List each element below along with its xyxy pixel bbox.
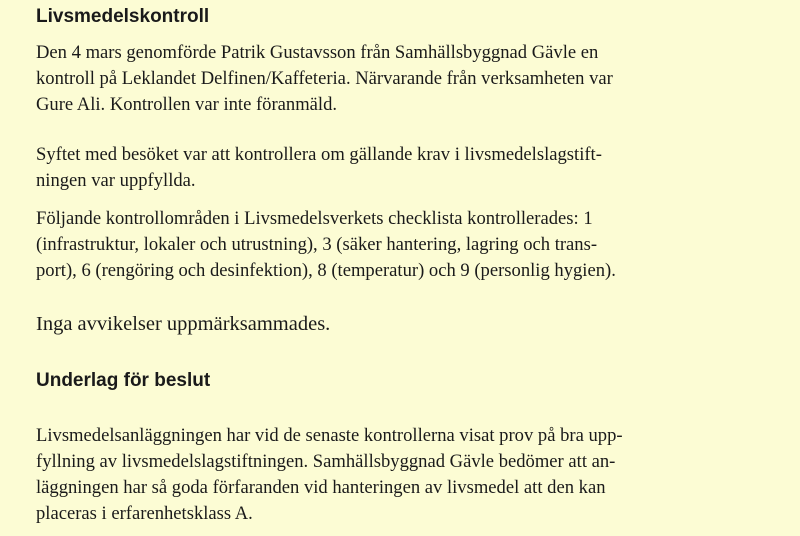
text-line: Den 4 mars genomförde Patrik Gustavsson från Samhällsbyggnad Gävle en: [36, 42, 599, 63]
text-line: kontroll på Leklandet Delfinen/Kaffeteria. Närvarande från verksamheten var: [36, 68, 613, 89]
text-line: Gure Ali. Kontrollen var inte föranmäld.: [36, 94, 338, 115]
paragraph-no-deviations: [36, 311, 330, 337]
text-line: Syftet med besöket var att kontrollera om gällande krav i livsmedelslagstift-: [36, 144, 602, 165]
text-line: (infrastruktur, lokaler och utrustning), 3 (säker hantering, lagring och trans-: [36, 234, 598, 255]
heading-underlag-for-beslut: Underlag för beslut: [36, 370, 211, 391]
paragraph-purpose: [36, 142, 602, 194]
text-line: ningen var uppfyllda.: [36, 170, 196, 191]
text-line: Livsmedelsanläggningen har vid de senaste kontrollerna visat prov på bra upp-: [36, 425, 623, 446]
text-line: placeras i erfarenhetsklass A.: [36, 503, 253, 524]
text-line: fyllning av livsmedelslagstiftningen. Samhällsbyggnad Gävle bedömer att an-: [36, 451, 616, 472]
text-line: Följande kontrollområden i Livsmedelsverkets checklista kontrollerades: 1: [36, 208, 593, 229]
paragraph-control-areas: [36, 206, 616, 284]
text-line: läggningen har så goda förfaranden vid hanteringen av livsmedel att den kan: [36, 477, 606, 498]
paragraph-decision-basis: [36, 423, 623, 527]
paragraph-inspection-details: [36, 40, 613, 118]
heading-livsmedelskontroll: Livsmedelskontroll: [36, 6, 210, 27]
text-line: Inga avvikelser uppmärksammades.: [36, 313, 331, 335]
text-line: port), 6 (rengöring och desinfektion), 8 (temperatur) och 9 (personlig hygien).: [36, 260, 616, 281]
